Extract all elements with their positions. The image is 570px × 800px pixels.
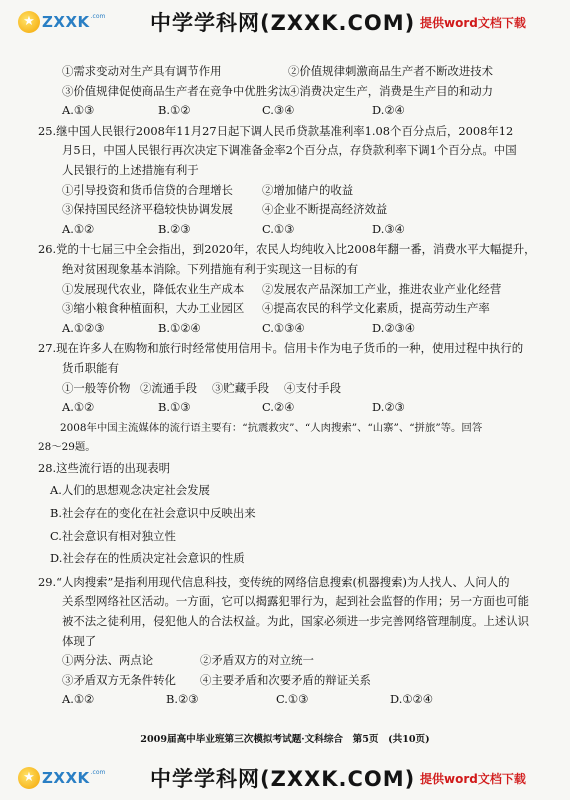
option-4: ④主要矛盾和次要矛盾的辩证关系 [200,672,371,687]
choice-d: D.①②④ [390,692,433,707]
choice-a: A.①② [62,400,95,415]
option-3: ③价值规律促使商品生产者在竞争中优胜劣汰 [62,83,290,98]
stem-line: 月5日，中国人民银行再次决定下调准备金率2个百分点，存贷款利率下调1个百分点。中国 [62,143,517,158]
choice-d: D.②④ [372,103,405,118]
option-1: ①两分法、两点论 [62,653,154,668]
choice-c: C.①③④ [262,320,305,335]
option-4: ④支付手段 [284,380,341,395]
choice-d: D.②③④ [372,320,415,335]
stem-line: 29.“人肉搜索”是指利用现代信息科技，变传统的网络信息搜索(机器搜索)为人找人、人问人的 [38,574,510,589]
page-footer: 2009届高中毕业班第三次模拟考试题·文科综合 第5页 (共10页) [140,734,430,745]
option-row [62,62,522,82]
prev-question [62,62,522,121]
choice-c: C.①③ [262,221,295,236]
option-1: ①引导投资和货币信贷的合理增长 [62,182,233,197]
logo-subtext: .com [90,13,106,20]
option-2: ②流通手段 [140,380,197,395]
option-3: ③保持国民经济平稳较快协调发展 [62,202,233,217]
question-26 [38,240,536,338]
option-row [62,299,522,319]
option-3: ③贮藏手段 [212,380,269,395]
footer-banner [0,756,570,800]
stem-line: 26.党的十七届三中全会指出，到2020年，农民人均纯收入比2008年翻一番，消费水平大幅提升， [38,242,536,257]
choice-a: A.①② [62,692,95,707]
option-row [62,651,522,671]
choice-c: C.①③ [276,692,309,707]
choice-a: A.人们的思想观念决定社会发展 [50,483,210,498]
option-4: ④消费决定生产，消费是生产目的和动力 [288,83,494,98]
option-2: ②价值规律刺激商品生产者不断改进技术 [288,64,494,78]
site-title[interactable]: 中学学科网(ZXXK.COM) [150,767,416,791]
choice-d: D.③④ [372,221,405,236]
option-1: ①需求变动对生产具有调节作用 [62,64,222,78]
material-line: 2008年中国主流媒体的流行语主要有：“抗震救灾”、“人肉搜索”、“山寨”、“拼旅”等。回答 [60,421,483,434]
option-row [62,280,522,300]
exam-content [38,62,536,710]
choice-a: A.①② [62,221,95,236]
stem-line: 关系型网络社区活动。一方面，它可以揭露犯罪行为，起到社会监督的作用；另一方面也可能 [62,594,530,609]
logo-text: ZXXK [42,13,90,31]
question-29 [38,573,530,710]
stem-line: 被不法之徒利用，侵犯他人的合法权益。为此，国家必须进一步完善网络管理制度。上述认识 [62,614,530,629]
choice-c: C.社会意识有相对独立性 [50,528,176,543]
logo-text: ZXXK [42,769,90,787]
choice-b: B.①②④ [158,320,201,335]
choice-b: B.①③ [158,400,191,415]
option-row [62,181,522,201]
option-row [62,82,522,102]
site-title[interactable]: 中学学科网(ZXXK.COM) [150,11,416,35]
stem-line: 28.这些流行语的出现表明 [38,460,171,475]
option-4: ④提高农民的科学文化素质，提高劳动生产率 [262,301,490,316]
option-row [62,671,522,691]
option-1: ①发展现代农业，降低农业生产成本 [62,281,245,296]
stem-line: 人民银行的上述措施有利于 [62,162,199,177]
option-1: ①一般等价物 [62,380,131,395]
option-2: ②发展农产品深加工产业，推进农业产业化经营 [262,281,502,296]
download-link[interactable]: 提供word文档下载 [420,15,526,30]
star-icon: ★ [18,767,40,789]
option-row [62,200,522,220]
choice-row [62,398,522,418]
stem-line: 27.现在许多人在购物和旅行时经常使用信用卡。信用卡作为电子货币的一种，使用过程中执行的 [38,341,524,356]
option-2: ②矛盾双方的对立统一 [200,653,314,668]
stem-line: 货币职能有 [62,360,119,375]
option-row [62,379,522,399]
choice-row [62,690,522,710]
choice-c: C.②④ [262,400,295,415]
choice-b: B.②③ [158,221,191,236]
option-4: ④企业不断提高经济效益 [262,202,388,217]
stem-line: 25.继中国人民银行2008年11月27日起下调人民币贷款基准利率1.08个百分点后，2008年12 [38,123,514,138]
option-2: ②增加储户的收益 [262,182,354,197]
choice-row [62,101,522,121]
choice-b: B.②③ [166,692,199,707]
zxxk-logo[interactable] [18,7,118,37]
choice-a: A.①③ [62,103,95,118]
option-3: ③矛盾双方无条件转化 [62,672,176,687]
choice-d: D.②③ [372,400,405,415]
zxxk-logo[interactable] [18,763,118,793]
choice-d: D.社会存在的性质决定社会意识的性质 [50,551,245,566]
choice-a: A.①②③ [62,320,105,335]
question-28 [38,459,522,569]
header-banner [0,0,570,44]
choice-row [62,319,522,339]
star-icon: ★ [18,11,40,33]
option-3: ③缩小粮食种植面积，大办工业园区 [62,301,245,316]
stem-line: 绝对贫困现象基本消除。下列措施有利于实现这一目标的有 [62,261,359,276]
material-line: 28～29题。 [38,441,96,454]
choice-c: C.③④ [262,103,295,118]
download-link[interactable]: 提供word文档下载 [420,771,526,786]
choice-b: B.社会存在的变化在社会意识中反映出来 [50,506,256,521]
question-27 [38,339,524,417]
stem-line: 体现了 [62,633,97,648]
choice-row [62,220,522,240]
logo-subtext: .com [90,769,106,776]
material-block [38,419,522,458]
question-25 [38,122,522,240]
choice-b: B.①② [158,103,191,118]
